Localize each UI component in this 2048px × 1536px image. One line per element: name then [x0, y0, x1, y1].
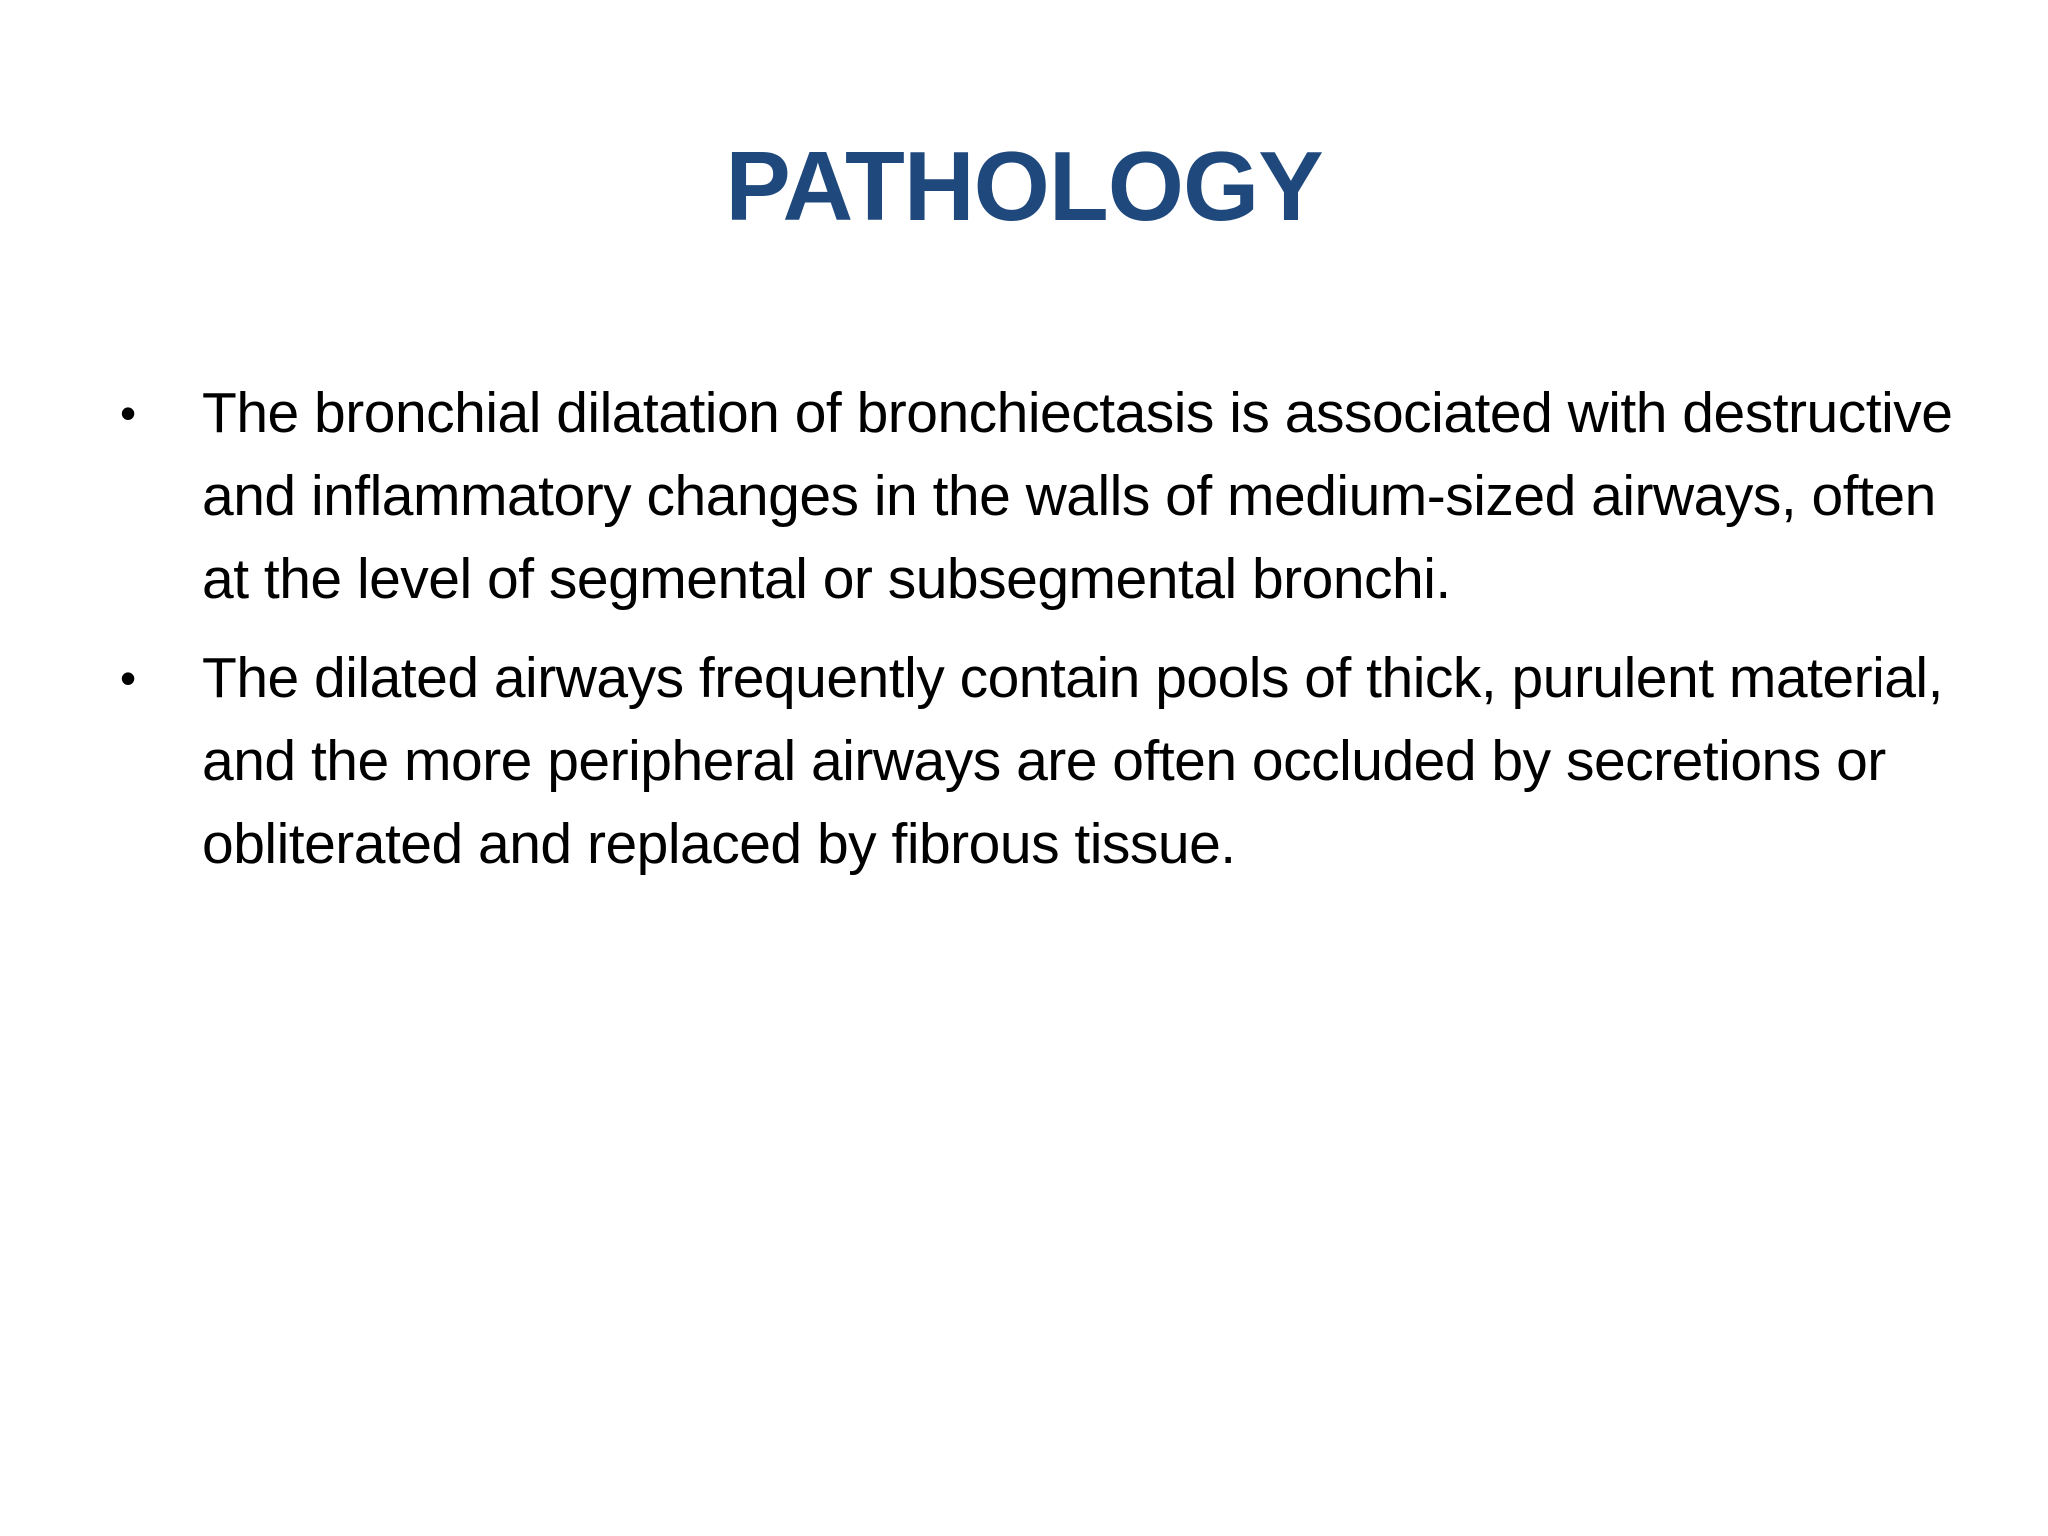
bullet-item [120, 372, 1960, 621]
bullet-icon: • [120, 387, 136, 439]
slide-title: PATHOLOGY [725, 131, 1323, 241]
bullet-item [120, 637, 1960, 886]
bullet-text: The dilated airways frequently contain pools of thick, purulent material, and the more peripheral airways are often occluded by secretions or obliterated and replaced by fibrous tissue. [202, 646, 1943, 876]
bullet-text: The bronchial dilatation of bronchiectasis is associated with destructive and inflammatory changes in the walls of medium-sized airways, often at the level of segmental or subsegmental bronchi. [202, 381, 1953, 611]
bullet-list [120, 372, 1960, 902]
bullet-icon: • [120, 652, 136, 704]
